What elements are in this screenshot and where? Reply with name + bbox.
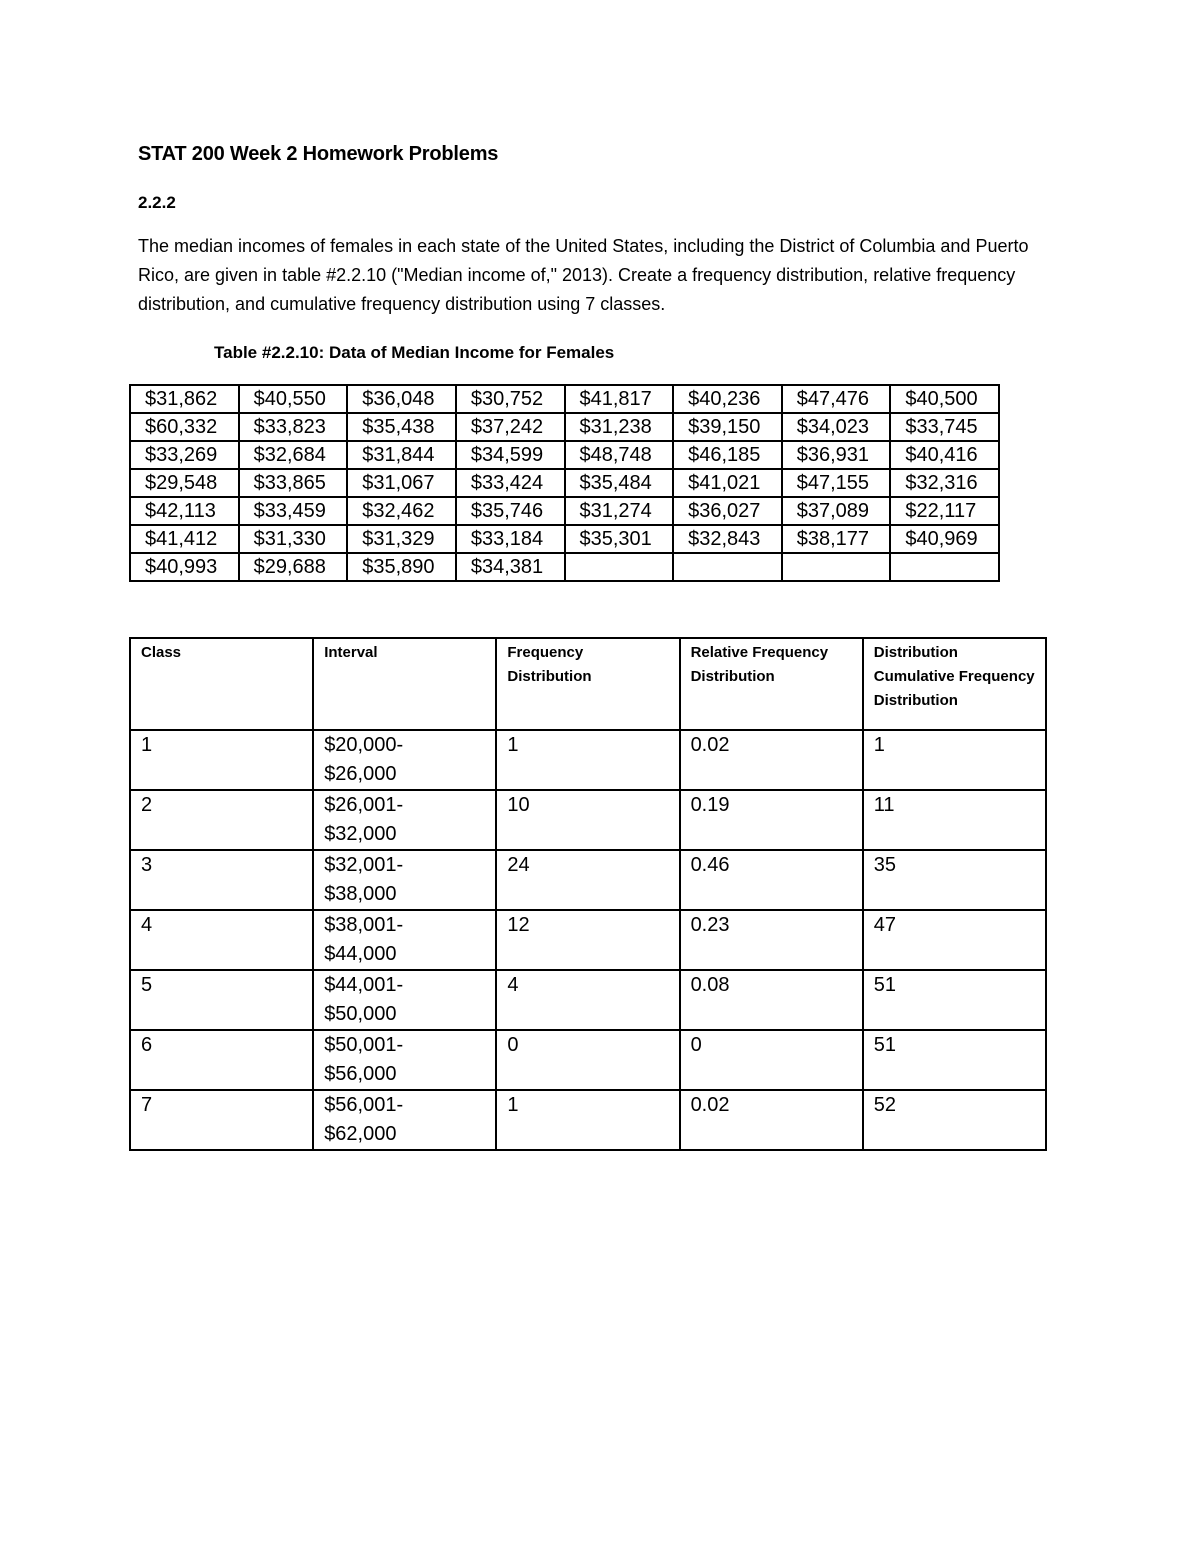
interval-cell xyxy=(313,730,496,790)
header-relative-frequency: Relative Frequency Distribution xyxy=(680,638,863,730)
data-table-cell: $34,381 xyxy=(456,553,565,581)
header-class: Class xyxy=(130,638,313,730)
frequency-cell: 12 xyxy=(496,910,679,970)
frequency-table-row xyxy=(130,1090,1046,1150)
data-table-cell xyxy=(673,553,782,581)
cumulative-frequency-cell: 51 xyxy=(863,1030,1046,1090)
frequency-cell: 24 xyxy=(496,850,679,910)
data-table-cell: $35,301 xyxy=(565,525,674,553)
data-table-cell: $42,113 xyxy=(130,497,239,525)
relative-frequency-cell: 0.19 xyxy=(680,790,863,850)
data-table-cell: $31,274 xyxy=(565,497,674,525)
interval-low: $20,000- xyxy=(324,734,404,756)
cumulative-frequency-cell: 1 xyxy=(863,730,1046,790)
data-table-cell: $36,048 xyxy=(347,385,456,413)
data-table-row xyxy=(130,441,999,469)
problem-text: The median incomes of females in each state of the United States, including the District of Columbia and Puerto Rico, are given in table #2.2.10 ("Median income of," 2013). Create a frequency distribution, relative frequency distribution, and cumulative frequency distribution using 7 classes. xyxy=(138,236,1029,314)
cumulative-frequency-cell: 47 xyxy=(863,910,1046,970)
cumulative-frequency-cell: 52 xyxy=(863,1090,1046,1150)
data-table-cell: $31,844 xyxy=(347,441,456,469)
data-table-cell: $40,993 xyxy=(130,553,239,581)
data-table-cell: $22,117 xyxy=(890,497,999,525)
data-table-cell: $40,236 xyxy=(673,385,782,413)
data-table-cell: $33,745 xyxy=(890,413,999,441)
interval-high: $38,000 xyxy=(324,883,397,905)
data-table-cell: $35,484 xyxy=(565,469,674,497)
data-table-cell: $35,438 xyxy=(347,413,456,441)
data-table-cell: $40,550 xyxy=(239,385,348,413)
data-table-cell: $32,316 xyxy=(890,469,999,497)
interval-high: $26,000 xyxy=(324,763,397,785)
data-table-cell: $37,242 xyxy=(456,413,565,441)
data-table-cell: $40,500 xyxy=(890,385,999,413)
data-table-cell: $35,890 xyxy=(347,553,456,581)
class-cell: 7 xyxy=(130,1090,313,1150)
frequency-table-row xyxy=(130,790,1046,850)
interval-high: $62,000 xyxy=(324,1123,397,1145)
data-table-cell: $33,269 xyxy=(130,441,239,469)
interval-high: $56,000 xyxy=(324,1063,397,1085)
data-table-cell: $39,150 xyxy=(673,413,782,441)
data-table-cell: $33,184 xyxy=(456,525,565,553)
cumulative-frequency-cell: 35 xyxy=(863,850,1046,910)
relative-frequency-cell: 0 xyxy=(680,1030,863,1090)
data-table-row xyxy=(130,469,999,497)
interval-cell xyxy=(313,910,496,970)
data-table-cell: $35,746 xyxy=(456,497,565,525)
data-table-cell: $32,462 xyxy=(347,497,456,525)
data-table-cell: $40,969 xyxy=(890,525,999,553)
interval-high: $50,000 xyxy=(324,1003,397,1025)
header-cumulative-frequency: Distribution Cumulative Frequency Distribution xyxy=(863,638,1046,730)
data-table-cell: $33,865 xyxy=(239,469,348,497)
data-table-row xyxy=(130,413,999,441)
data-table-body xyxy=(130,385,999,581)
interval-low: $50,001- xyxy=(324,1034,404,1056)
data-table-cell xyxy=(782,553,891,581)
frequency-table-row xyxy=(130,970,1046,1030)
data-table-cell: $36,931 xyxy=(782,441,891,469)
frequency-table-row xyxy=(130,910,1046,970)
data-table-row xyxy=(130,497,999,525)
frequency-table-row xyxy=(130,850,1046,910)
data-table-cell: $29,548 xyxy=(130,469,239,497)
section-number: 2.2.2 xyxy=(138,193,176,212)
data-table-cell: $31,330 xyxy=(239,525,348,553)
interval-low: $56,001- xyxy=(324,1094,404,1116)
header-interval: Interval xyxy=(313,638,496,730)
data-table-cell: $47,155 xyxy=(782,469,891,497)
frequency-cell: 1 xyxy=(496,1090,679,1150)
class-cell: 1 xyxy=(130,730,313,790)
class-cell: 3 xyxy=(130,850,313,910)
data-table-cell: $48,748 xyxy=(565,441,674,469)
data-table-cell: $36,027 xyxy=(673,497,782,525)
data-table-row xyxy=(130,385,999,413)
cumulative-frequency-cell: 11 xyxy=(863,790,1046,850)
data-table-cell: $31,862 xyxy=(130,385,239,413)
data-table-cell: $47,476 xyxy=(782,385,891,413)
interval-high: $44,000 xyxy=(324,943,397,965)
header-row xyxy=(130,638,1046,730)
data-table-cell xyxy=(565,553,674,581)
relative-frequency-cell: 0.02 xyxy=(680,1090,863,1150)
interval-low: $44,001- xyxy=(324,974,404,996)
class-cell: 5 xyxy=(130,970,313,1030)
data-table-cell: $41,021 xyxy=(673,469,782,497)
interval-cell xyxy=(313,850,496,910)
data-table-row xyxy=(130,553,999,581)
class-cell: 4 xyxy=(130,910,313,970)
table-caption: Table #2.2.10: Data of Median Income for Females xyxy=(214,343,615,362)
relative-frequency-cell: 0.23 xyxy=(680,910,863,970)
data-table-cell: $33,459 xyxy=(239,497,348,525)
data-table-cell: $31,329 xyxy=(347,525,456,553)
interval-cell xyxy=(313,790,496,850)
data-table-cell: $31,067 xyxy=(347,469,456,497)
interval-low: $38,001- xyxy=(324,914,404,936)
data-table-cell: $37,089 xyxy=(782,497,891,525)
data-table-cell: $38,177 xyxy=(782,525,891,553)
data-table-cell: $60,332 xyxy=(130,413,239,441)
data-table-cell: $31,238 xyxy=(565,413,674,441)
data-table-cell: $34,599 xyxy=(456,441,565,469)
frequency-table-body xyxy=(130,730,1046,1150)
interval-cell xyxy=(313,970,496,1030)
data-table-cell: $34,023 xyxy=(782,413,891,441)
relative-frequency-cell: 0.08 xyxy=(680,970,863,1030)
relative-frequency-cell: 0.46 xyxy=(680,850,863,910)
document-title: STAT 200 Week 2 Homework Problems xyxy=(138,143,499,165)
frequency-table-row xyxy=(130,730,1046,790)
frequency-distribution-table xyxy=(129,637,1047,1151)
data-table-row xyxy=(130,525,999,553)
data-table-cell xyxy=(890,553,999,581)
data-table-cell: $33,424 xyxy=(456,469,565,497)
cumulative-frequency-cell: 51 xyxy=(863,970,1046,1030)
interval-cell xyxy=(313,1090,496,1150)
frequency-cell: 0 xyxy=(496,1030,679,1090)
frequency-table-row xyxy=(130,1030,1046,1090)
frequency-table-header xyxy=(130,638,1046,730)
data-table-cell: $33,823 xyxy=(239,413,348,441)
data-table-cell: $29,688 xyxy=(239,553,348,581)
header-frequency: Frequency Distribution xyxy=(496,638,679,730)
class-cell: 6 xyxy=(130,1030,313,1090)
median-income-data-table xyxy=(129,384,1000,582)
data-table-cell: $46,185 xyxy=(673,441,782,469)
interval-cell xyxy=(313,1030,496,1090)
data-table-cell: $41,412 xyxy=(130,525,239,553)
interval-low: $32,001- xyxy=(324,854,404,876)
data-table-cell: $32,843 xyxy=(673,525,782,553)
frequency-cell: 4 xyxy=(496,970,679,1030)
interval-high: $32,000 xyxy=(324,823,397,845)
frequency-cell: 1 xyxy=(496,730,679,790)
data-table-cell: $41,817 xyxy=(565,385,674,413)
data-table-cell: $30,752 xyxy=(456,385,565,413)
data-table-cell: $40,416 xyxy=(890,441,999,469)
interval-low: $26,001- xyxy=(324,794,404,816)
class-cell: 2 xyxy=(130,790,313,850)
relative-frequency-cell: 0.02 xyxy=(680,730,863,790)
data-table-cell: $32,684 xyxy=(239,441,348,469)
frequency-cell: 10 xyxy=(496,790,679,850)
